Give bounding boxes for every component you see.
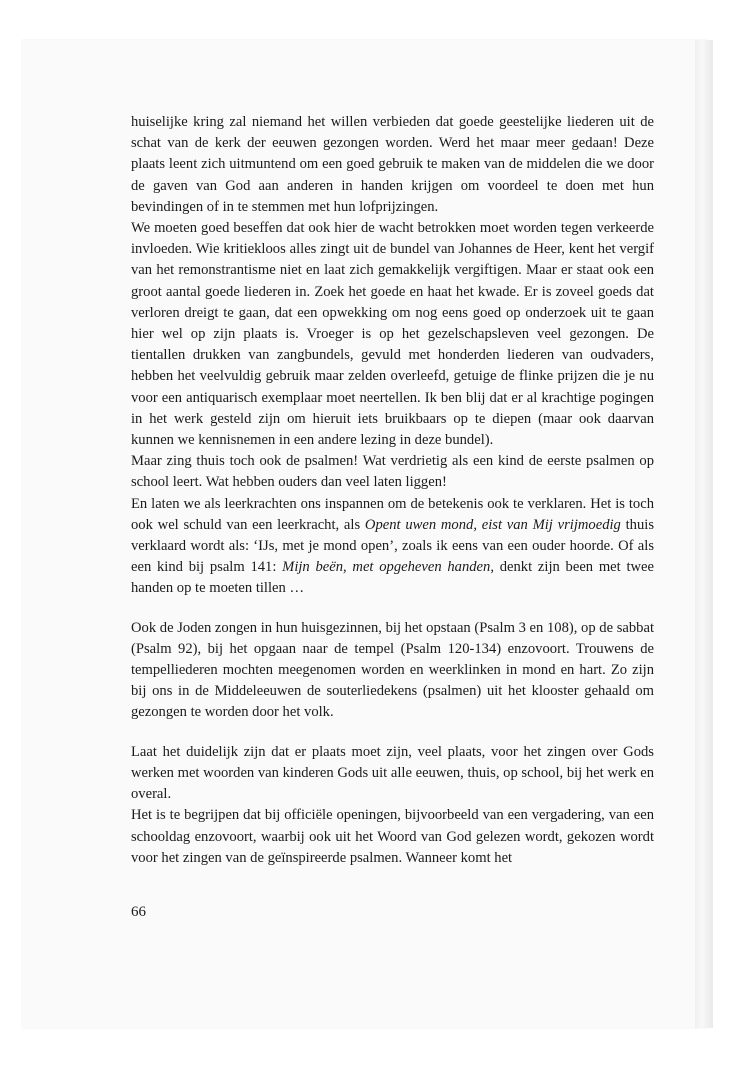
paragraph-4 bbox=[131, 494, 654, 600]
page-edge bbox=[695, 40, 713, 1028]
paragraph-7: Het is te begrijpen dat bij officiële openingen, bijvoorbeeld van een vergadering, van een schooldag enzovoort, waarbij ook uit het Woord van God gelezen wordt, gekozen wordt voor het zingen van de geïnspireerde psalmen. Wanneer komt het bbox=[131, 807, 654, 866]
psalm-quote-2: Mijn beën, met opgeheven handen bbox=[282, 559, 491, 576]
paragraph-4-text-1: En laten we als leerkrachten ons inspannen om de betekenis ook te verklaren. Het is toch ook wel schuld van een leerkracht, als bbox=[131, 495, 654, 533]
psalm-quote-1: Opent uwen mond, eist van Mij vrijmoedig bbox=[364, 516, 621, 533]
paragraph-3: Maar zing thuis toch ook de psalmen! Wat verdrietig als een kind de eerste psalmen op school leert. Wat hebben ouders dan veel laten liggen! bbox=[131, 453, 654, 491]
paragraph-2: We moeten goed beseffen dat ook hier de wacht betrokken moet worden tegen verkeerde invloeden. Wie kritiekloos alles zingt uit de bundel van Johannes de Heer, kent het vergif van het remonstrantisme niet en laat zich gemakkelijk vergiftigen. Maar er staat ook een groot aantal goede liederen in. Zoek het goede en haat het kwade. Er is zoveel goeds dat verloren dreigt te gaan, dat een opwekking om nog eens goed op onderzoek uit te gaan hier wel op zijn plaats is. Vroeger is op het gezelschapsleven veel gezongen. De tientallen drukken van zangbundels, gevuld met honderden liederen van oudvaders, hebben het veelvuldig gebruik maar zelden overleefd, getuige de flinke prijzen die je nu voor een antiquarisch exemplaar moet neertellen. Ik ben blij dat er al krachtige pogingen in het werk gesteld zijn om hieruit iets bruikbaars op te diepen (maar ook daarvan kunnen we kennisnemen in een andere lezing in deze bundel). bbox=[131, 220, 654, 449]
paragraph-5: Ook de Joden zongen in hun huisgezinnen, bij het opstaan (Psalm 3 en 108), op de sabbat (Psalm 92), bij het opgaan naar de tempel (Psalm 120-134) enzovoort. Trouwens de tempelliederen mochten meegenomen worden en weerklinken in mond en hart. Zo zijn bij ons in de Middeleeuwen de souterliedekens (psalmen) uit het klooster gehaald om gezongen te worden door het volk. bbox=[131, 619, 654, 721]
paragraph-1: huiselijke kring zal niemand het willen verbieden dat goede geestelijke liederen uit de schat van de kerk der eeuwen gezongen worden. Werd het maar meer gedaan! Deze plaats leent zich uitmuntend om een goed gebruik te maken van de middelen die we door de gaven van God aan anderen in handen krijgen om voordeel te doen met hun bevindingen of in te stemmen met hun lofprijzingen. bbox=[131, 114, 654, 215]
page-body bbox=[131, 112, 654, 869]
paragraph-4-text-2: thuis verklaard wordt als: ‘IJs, met je mond open’, zoals ik eens van een ouder hoorde. Of als een kind bij psalm 141: bbox=[131, 516, 655, 576]
paragraph-6: Laat het duidelijk zijn dat er plaats moet zijn, veel plaats, voor het zingen over Gods werken met woorden van kinderen Gods uit alle eeuwen, thuis, op school, bij het werk en overal. bbox=[131, 743, 654, 803]
paragraph-4-text-3: , denkt zijn been met twee handen op te moeten tillen … bbox=[131, 559, 655, 597]
page-number: 66 bbox=[131, 904, 146, 920]
